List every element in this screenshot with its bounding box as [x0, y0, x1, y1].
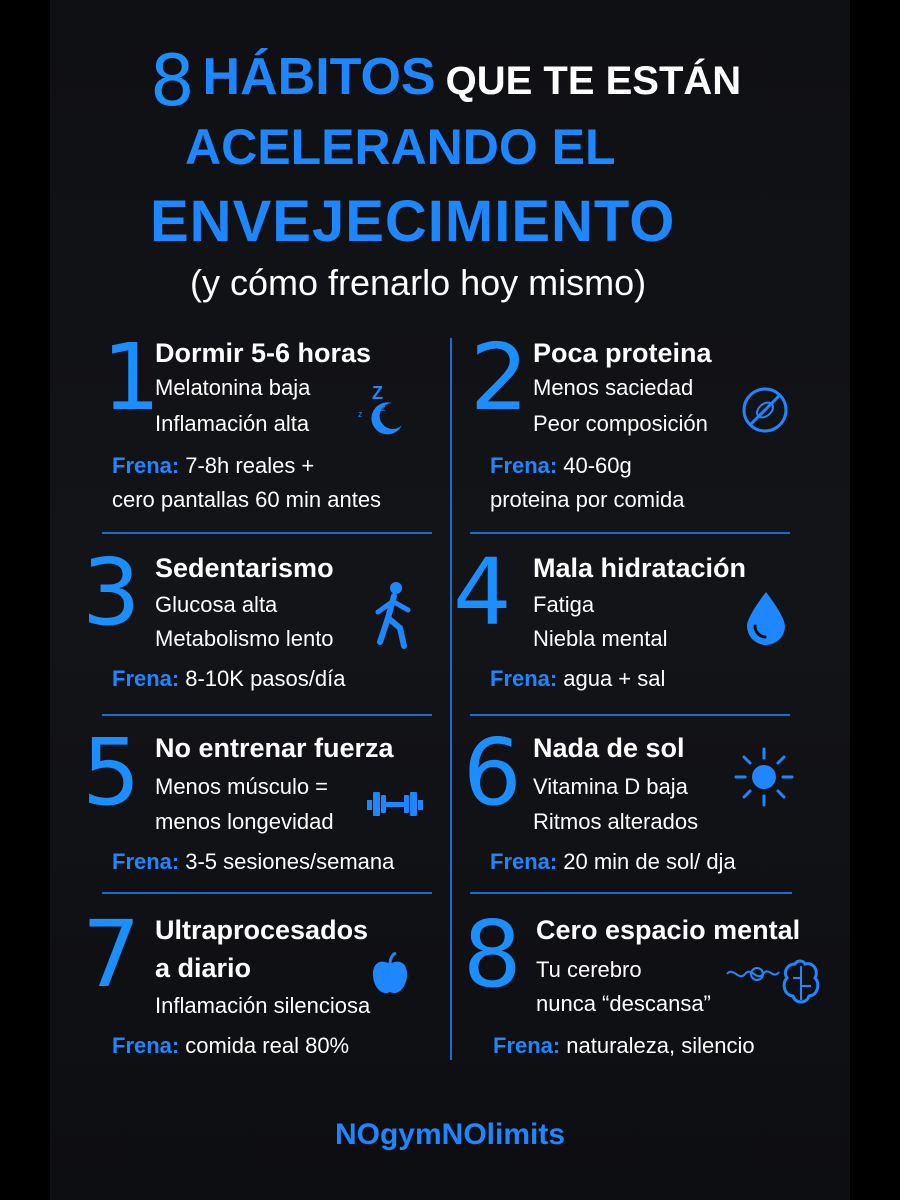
svg-text:z: z — [381, 403, 386, 413]
frena-label: Frena: — [490, 453, 558, 478]
sun-icon — [733, 746, 795, 808]
habit-effect-2: Niebla mental — [533, 626, 668, 651]
habit-title: Nada de sol — [533, 733, 685, 763]
habit-title: No entrenar fuerza — [155, 733, 394, 763]
habit-effect-1: Inflamación silenciosa — [155, 993, 371, 1018]
habit-fix-2: proteina por comida — [490, 487, 685, 512]
habit-number: 7 — [82, 901, 141, 1008]
title-habitos: HÁBITOS — [202, 48, 436, 106]
habit-effect-2: Peor composición — [533, 411, 708, 436]
habit-fix-2: cero pantallas 60 min antes — [112, 487, 382, 512]
habit-number: 2 — [470, 324, 529, 431]
habit-fix-text: 3-5 sesiones/semana — [185, 849, 395, 874]
habit-item-8 — [463, 901, 843, 1087]
habit-fix-1 — [490, 662, 665, 696]
habit-fix-text: 7-8h reales + — [185, 453, 315, 478]
habit-number: 5 — [82, 719, 141, 826]
habit-effect-2: Inflamación alta — [155, 411, 310, 436]
habit-effect-1: Tu cerebro — [536, 957, 642, 982]
no-meat-icon — [740, 385, 790, 435]
title-line-2: ACELERANDO EL — [185, 119, 616, 175]
habit-fix-text: naturaleza, silencio — [566, 1033, 755, 1058]
habit-fix-text: 8-10K pasos/día — [185, 666, 346, 691]
habit-effect-2: Ritmos alterados — [533, 809, 699, 834]
habit-item-4 — [453, 539, 813, 725]
habit-item-6 — [463, 719, 823, 905]
habit-fix-1 — [493, 1029, 755, 1063]
frena-label: Frena: — [490, 666, 558, 691]
habit-title: Ultraprocesados — [155, 915, 369, 945]
habit-item-5 — [82, 719, 442, 905]
habit-number: 6 — [463, 719, 522, 826]
habit-fix-text: 40-60g — [563, 453, 632, 478]
habit-effect-2: nunca “descansa” — [536, 991, 711, 1016]
habit-fix-text: comida real 80% — [185, 1033, 350, 1058]
apple-icon — [370, 952, 410, 996]
frena-label: Frena: — [112, 453, 180, 478]
habit-effect-2: menos longevidad — [155, 809, 334, 834]
habit-number: 3 — [82, 539, 141, 646]
habit-fix-1 — [112, 662, 345, 696]
habit-number: 4 — [453, 539, 512, 646]
habit-item-7 — [82, 901, 442, 1087]
frena-label: Frena: — [112, 1033, 180, 1058]
habit-effect-1: Melatonina baja — [155, 375, 311, 400]
habit-title: Dormir 5-6 horas — [155, 338, 372, 368]
svg-text:z: z — [358, 409, 363, 419]
habit-effect-1: Fatiga — [533, 592, 595, 617]
title-rest: QUE TE ESTÁN — [445, 59, 742, 103]
title-number: 8 — [150, 40, 195, 122]
habit-effect-1: Glucosa alta — [155, 592, 278, 617]
habit-fix-text: agua + sal — [563, 666, 666, 691]
habit-fix-text: 20 min de sol/ dja — [563, 849, 736, 874]
habit-effect-1: Vitamina D baja — [533, 774, 688, 799]
habit-title: Sedentarismo — [155, 553, 334, 583]
walking-person-icon — [370, 580, 418, 652]
brand-footer: NOgymNOlimits — [334, 1118, 566, 1151]
habit-title: Mala hidratación — [533, 553, 747, 583]
habit-item-2 — [470, 324, 830, 512]
grid-divider — [102, 532, 432, 534]
poster — [50, 0, 850, 1200]
brain-icon — [725, 956, 825, 1012]
dumbbell-icon — [367, 788, 423, 820]
habit-fix-1 — [112, 1029, 349, 1063]
frena-label: Frena: — [493, 1033, 561, 1058]
habit-fix-1 — [112, 449, 314, 483]
habit-fix-1 — [490, 845, 736, 879]
habit-title: Poca proteina — [533, 338, 712, 368]
habit-fix-1 — [112, 845, 394, 879]
grid-divider — [470, 532, 790, 534]
habit-fix-1 — [490, 449, 632, 483]
frena-label: Frena: — [112, 849, 180, 874]
habit-number: 8 — [463, 901, 522, 1008]
habit-item-3 — [82, 539, 442, 725]
subtitle: (y cómo frenarlo hoy mismo) — [190, 262, 647, 303]
title-line-1 — [150, 40, 742, 122]
habit-title: Cero espacio mental — [536, 915, 801, 945]
frena-label: Frena: — [112, 666, 180, 691]
svg-text:Z: Z — [372, 383, 383, 403]
title-line-3: ENVEJECIMIENTO — [150, 189, 676, 254]
sleep-moon-icon — [352, 377, 412, 437]
habit-title-line-2: a diario — [155, 953, 252, 983]
habit-item-1 — [102, 324, 462, 512]
frena-label: Frena: — [490, 849, 558, 874]
habit-number: 1 — [102, 324, 161, 431]
habit-effect-1: Menos saciedad — [533, 375, 694, 400]
habit-effect-1: Menos músculo = — [155, 774, 329, 799]
water-drop-icon — [743, 590, 789, 646]
habit-effect-2: Metabolismo lento — [155, 626, 334, 651]
